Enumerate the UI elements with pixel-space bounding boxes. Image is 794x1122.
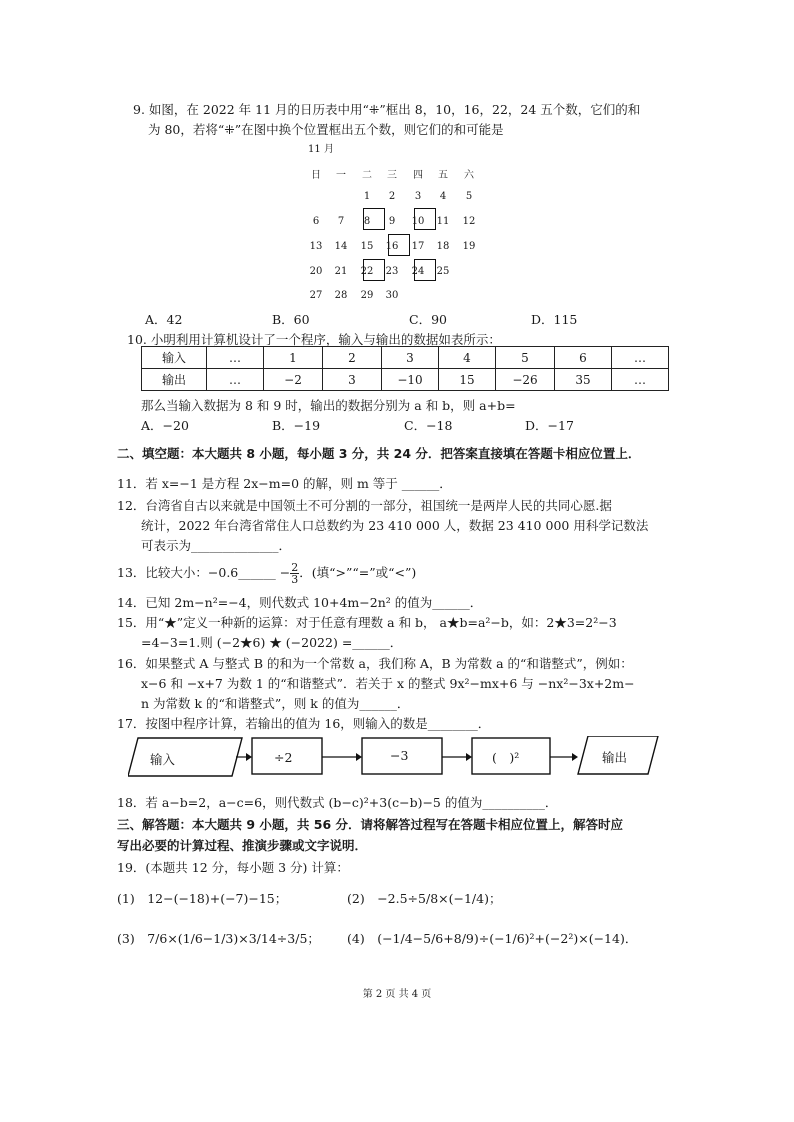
q13-pre: 13．比较大小：−0.6______ − (117, 565, 291, 580)
io-row-output (142, 369, 669, 391)
calendar-day: 16 (385, 241, 399, 252)
q10-option-b: B．−19 (272, 418, 321, 433)
calendar-month: 11 月 (308, 144, 334, 155)
weekday-label: 三 (387, 170, 397, 181)
q10-option-c: C．−18 (404, 418, 453, 433)
calendar-day: 29 (360, 290, 374, 301)
io-cell: … (612, 347, 669, 369)
io-cell: 15 (439, 369, 496, 391)
q19-part1: (1) 12−(−18)+(−7)−15； (117, 891, 288, 906)
io-cell: 6 (555, 347, 612, 369)
io-cell: −26 (496, 369, 555, 391)
calendar-day: 2 (388, 191, 396, 202)
io-cell: … (207, 369, 264, 391)
io-cell: … (207, 347, 264, 369)
io-table (141, 346, 669, 391)
arrow-1-head (246, 753, 252, 761)
page-footer: 第 2 页 共 4 页 (362, 989, 432, 1000)
calendar-day: 4 (439, 191, 447, 202)
io-cell: 3 (323, 369, 382, 391)
weekday-label: 二 (362, 170, 372, 181)
io-row-input (142, 347, 669, 369)
q10-stem: 10. 小明利用计算机设计了一个程序，输入与输出的数据如表所示： (127, 332, 501, 347)
calendar-day: 7 (337, 216, 345, 227)
calendar-day: 15 (360, 241, 374, 252)
calendar-day: 5 (465, 191, 473, 202)
io-cell: 输出 (142, 369, 207, 391)
io-cell: … (612, 369, 669, 391)
calendar-day: 14 (334, 241, 348, 252)
arrow-2-head (356, 753, 362, 761)
calendar-day: 24 (411, 266, 425, 277)
q12-line2: 统计，2022 年台湾省常住人口总数约为 23 410 000 人，数据 23 410 000 用科学记数法 (141, 518, 649, 533)
q11: 11．若 x=−1 是方程 2x−m=0 的解，则 m 等于 ______． (117, 476, 452, 491)
calendar-day: 19 (462, 241, 476, 252)
flow-square-label: ( )² (492, 750, 520, 765)
q14: 14．已知 2m−n²=−4，则代数式 10+4m−2n² 的值为______． (117, 595, 483, 610)
q9-line2: 为 80，若将“⁜”在图中换个位置框出五个数，则它们的和可能是 (148, 122, 504, 137)
calendar-day: 10 (411, 216, 425, 227)
section-3-line2: 写出必要的计算过程、推演步骤或文字说明． (117, 838, 368, 853)
calendar-day: 1 (363, 191, 371, 202)
q13-den: 3 (291, 573, 299, 586)
flow-output-label: 输出 (602, 750, 628, 765)
q12-line1: 12．台湾省自古以来就是中国领土不可分割的一部分，祖国统一是两岸人民的共同心愿.据 (117, 498, 612, 513)
calendar-day: 25 (436, 266, 450, 277)
weekday-label: 四 (413, 170, 423, 181)
weekday-label: 六 (464, 170, 474, 181)
q16-line3: n 为常数 k 的“和谐整式”，则 k 的值为______． (141, 696, 410, 711)
q19-part4: (4) (−1/4−5/6+8/9)÷(−1/6)²+(−2²)×(−14)． (347, 931, 638, 946)
flow-divide-label: ÷2 (274, 750, 293, 765)
calendar-day: 13 (309, 241, 323, 252)
weekday-label: 一 (336, 170, 346, 181)
q13-post: ．(填“>”“=”或“<”) (299, 565, 417, 580)
calendar-day: 11 (436, 216, 450, 227)
calendar-day: 21 (334, 266, 348, 277)
q10-option-d: D．−17 (525, 418, 574, 433)
q16-line2: x−6 和 −x+7 为数 1 的“和谐整式”．若关于 x 的整式 9x²−mx+6 与 −nx²−3x+2m− (141, 676, 635, 691)
q18: 18．若 a−b=2，a−c=6，则代数式 (b−c)²+3(c−b)−5 的值为__________． (117, 795, 558, 810)
q15-line1: 15．用“★”定义一种新的运算：对于任意有理数 a 和 b， a★b=a²−b，如：2★3=2²−3 (117, 615, 617, 630)
q9-option-d: D．115 (531, 312, 578, 327)
q19-part2: (2) −2.5÷5/8×(−1/4)； (347, 891, 502, 906)
flow-subtract-label: −3 (390, 748, 409, 763)
calendar-day: 3 (414, 191, 422, 202)
q10-option-a: A．−20 (141, 418, 189, 433)
calendar-day: 23 (385, 266, 399, 277)
io-cell: 35 (555, 369, 612, 391)
arrow-4-head (572, 753, 578, 761)
calendar-day: 28 (334, 290, 348, 301)
flowchart (128, 736, 660, 778)
calendar (300, 138, 500, 308)
calendar-day: 18 (436, 241, 450, 252)
calendar-day: 30 (385, 290, 399, 301)
q19-stem: 19．(本题共 12 分，每小题 3 分) 计算： (117, 860, 349, 875)
flow-input-label: 输入 (150, 752, 176, 767)
weekday-label: 日 (311, 170, 321, 181)
q12-line3: 可表示为______________． (141, 538, 292, 553)
calendar-day: 20 (309, 266, 323, 277)
calendar-day: 6 (312, 216, 320, 227)
q9-option-a: A．42 (145, 312, 183, 327)
q17-stem: 17．按图中程序计算，若输出的值为 16，则输入的数是________． (117, 716, 491, 731)
q9-line1: 9. 如图，在 2022 年 11 月的日历表中用“⁜”框出 8，10，16，22，24 五个数，它们的和 (133, 102, 641, 117)
q9-option-b: B．60 (272, 312, 310, 327)
q15-line2: =4−3=1.则 (−2★6) ★ (−2022) =______． (141, 635, 403, 650)
io-cell: 5 (496, 347, 555, 369)
calendar-day: 12 (462, 216, 476, 227)
calendar-day: 27 (309, 290, 323, 301)
section-2-heading: 二、填空题：本大题共 8 小题，每小题 3 分，共 24 分．把答案直接填在答题卡相应位置上． (117, 446, 641, 461)
io-cell: 1 (264, 347, 323, 369)
io-cell: −2 (264, 369, 323, 391)
io-cell: 4 (439, 347, 496, 369)
q9-option-c: C．90 (409, 312, 447, 327)
q16-line1: 16．如果整式 A 与整式 B 的和为一个常数 a，我们称 A，B 为常数 a 的“和谐整式”，例如： (117, 656, 633, 671)
calendar-day: 17 (411, 241, 425, 252)
io-cell: 2 (323, 347, 382, 369)
q13-fraction (290, 562, 299, 585)
calendar-day: 22 (360, 266, 374, 277)
io-cell: −10 (382, 369, 439, 391)
q19-part3: (3) 7/6×(1/6−1/3)×3/14÷3/5； (117, 931, 320, 946)
input-parallelogram (128, 738, 242, 776)
calendar-day: 8 (363, 216, 371, 227)
q10-tail: 那么当输入数据为 8 和 9 时，输出的数据分别为 a 和 b，则 a+b= (141, 398, 516, 413)
section-3-line1: 三、解答题：本大题共 9 小题，共 56 分．请将解答过程写在答题卡相应位置上，解答时应 (117, 817, 624, 832)
calendar-day: 9 (388, 216, 396, 227)
weekday-label: 五 (438, 170, 448, 181)
q13 (117, 562, 416, 585)
arrow-3-head (466, 753, 472, 761)
io-cell: 输入 (142, 347, 207, 369)
io-cell: 3 (382, 347, 439, 369)
q13-num: 2 (291, 561, 299, 574)
